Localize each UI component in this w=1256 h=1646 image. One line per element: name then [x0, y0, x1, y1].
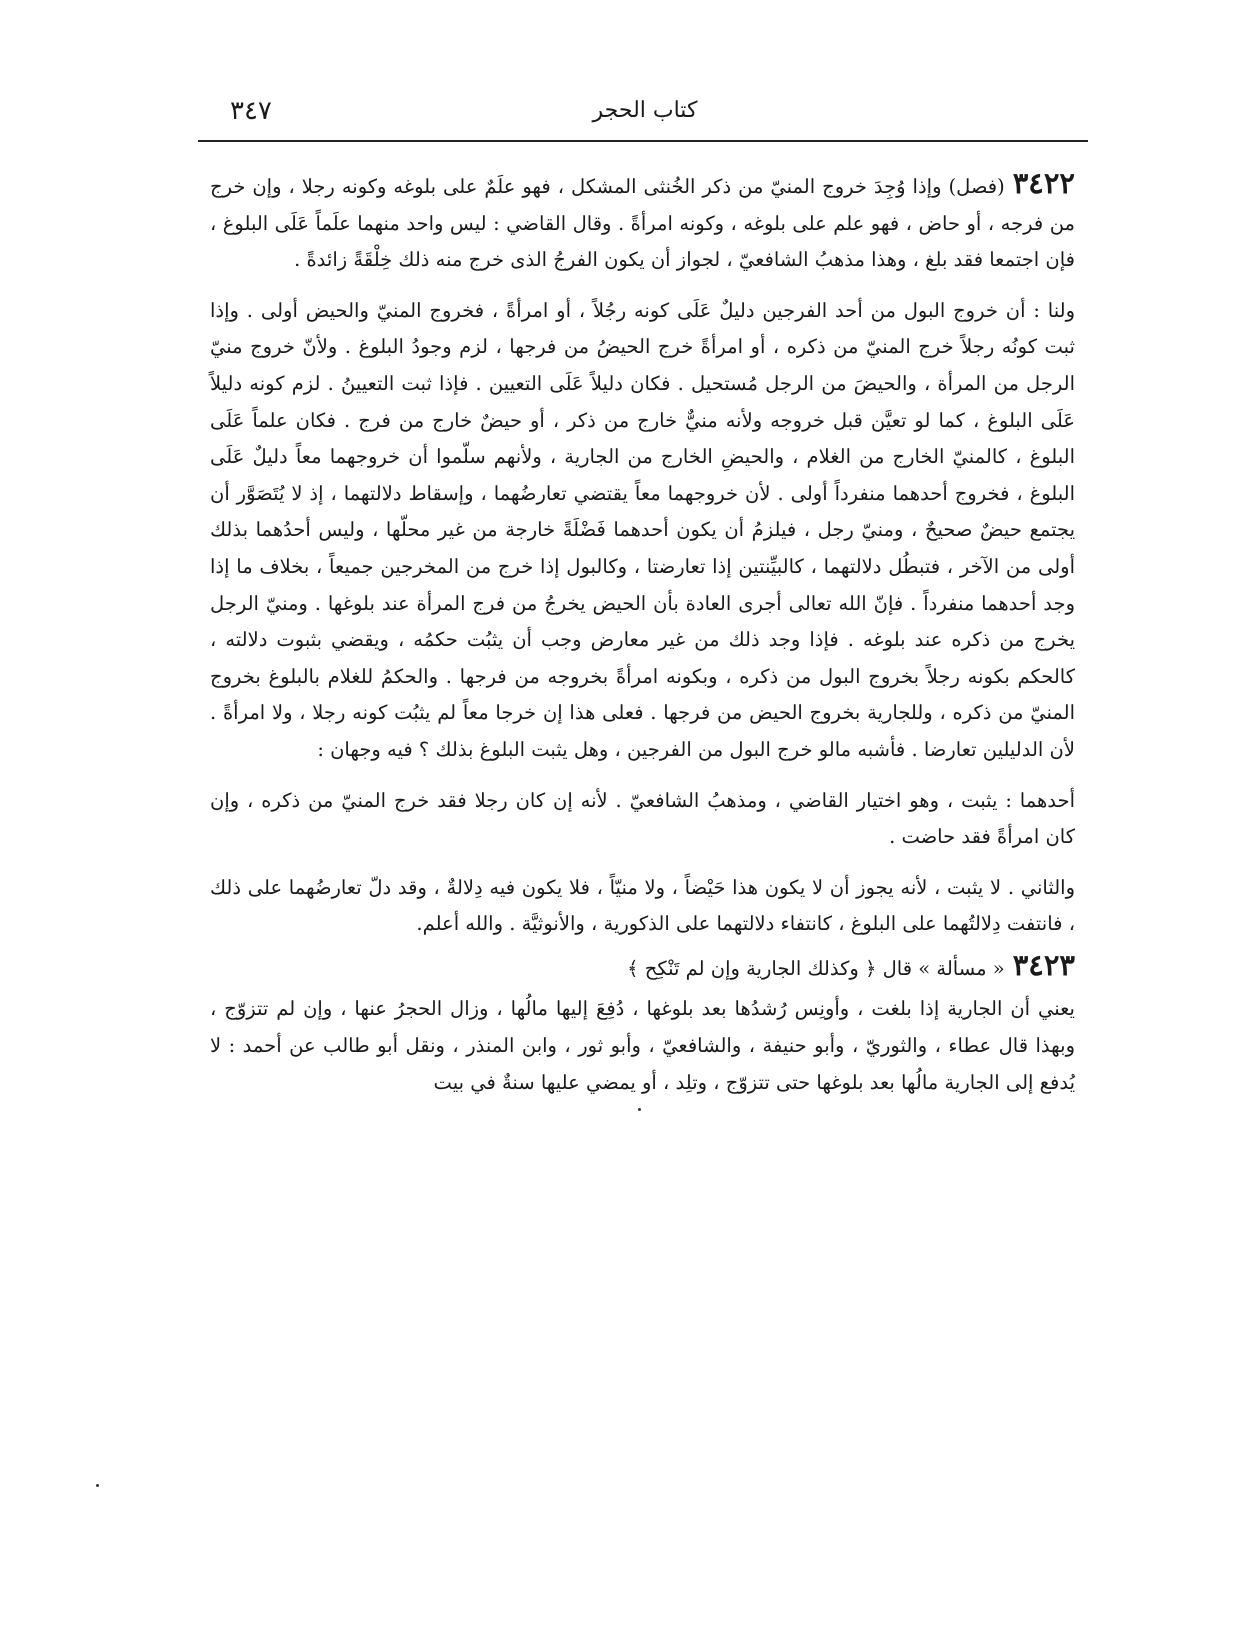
paragraph-number: ٣٤٢٢	[1012, 166, 1075, 200]
paragraph-argument	[210, 293, 1075, 769]
paragraph-text: يعني أن الجارية إذا بلغت ، وأونِس رُشدُها بعد بلوغها ، دُفِعَ إليها مالُها ، وزال الحجرُ عنها ، وإن لم تتزوّج ، وبهذا قال عطاء ، والثوريّ ، وأبو حنيفة ، والشافعيّ ، وأبو ثور ، وابن المنذر ، ونقل أبو طالب عن أحمد : لا يُدفع إلى الجارية مالُها بعد بلوغها حتى تتزوّج ، وتلِد ، أو يمضي عليها سنةٌ في بيت	[210, 997, 1075, 1094]
header-rule	[198, 140, 1088, 142]
main-text	[210, 165, 1075, 1115]
running-header	[200, 98, 1090, 138]
paragraph-commentary	[210, 991, 1075, 1101]
scan-speck	[96, 1484, 99, 1487]
paragraph-text: أحدهما : يثبت ، وهو اختيار القاضي ، ومذهبُ الشافعيّ . لأنه إن كان رجلا فقد خرج المنيّ من ذكره ، وإن كان امرأةً فقد حاضت .	[210, 788, 1075, 849]
paragraph-first-view	[210, 783, 1075, 856]
paragraph-second-view	[210, 870, 1075, 943]
paragraph-3423	[210, 947, 1075, 988]
paragraph-text: ولنا : أن خروج البول من أحد الفرجين دليلٌ عَلَى كونه رجُلاً ، أو امرأةً ، فخروج المنيّ والحيض أولى . وإذا ثبت كونُه رجلاً خرج المنيّ من ذكره ، أو امرأةً خرج الحيضُ من فرجها ، لزم وجودُ البلوغ . ولأنّ خروج منيّ الرجل من المرأة ، والحيضَ من الرجل مُستحيل . فكان دليلاً عَلَى التعيين . فإذا ثبت التعيينُ . لزم كونه دليلاً عَلَى البلوغ ، كما لو تعيَّن قبل خروجه ولأنه منيٌّ خارج من ذكر ، أو حيضٌ خارج من فرج . فكان علماً عَلَى البلوغ ، كالمنيّ الخارج من الغلام ، والحيضِ الخارج من الجارية ، ولأنهم سلّموا أن خروجهما معاً دليلٌ عَلَى البلوغ ، فخروج أحدهما منفرداً أولى . لأن خروجهما معاً يقتضي تعارضُهما ، وإسقاط دلالتهما ، إذ لا يُتَصَوَّر أن يجتمع حيضٌ صحيحٌ ، ومنيّ رجل ، فيلزمُ أن يكون أحدهما فَضْلَةً خارجة من غير محلّها ، وليس أحدُهما بذلك أولى من الآخر ، فتبطُل دلالتهما ، كالبيِّنتين إذا تعارضتا ، وكالبول إذا خرج من المخرجين جميعاً ، بخلاف ما إذا وجد أحدهما منفرداً . فإنّ الله تعالى أجرى العادة بأن الحيض يخرجُ من فرج المرأة عند بلوغها . ومنيّ الرجل يخرج من ذكره عند بلوغه . فإذا وجد ذلك من غير معارض وجب أن يثبُت حكمُه ، ويقضي بثبوت دلالته ، كالحكم بكونه رجلاً بخروج البول من ذكره ، وبكونه امرأةً بخروجه من فرجها . والحكمُ للغلام بالبلوغ بخروج المنيّ من ذكره ، وللجارية بخروج الحيض من فرجها . فعلى هذا إن خرجا معاً لم يثبُت كونه رجلا ، ولا امرأةً . لأن الدليلين تعارضا . فأشبه مالو خرج البول من الفرجين ، وهل يثبت البلوغ بذلك ؟ فيه وجهان :	[210, 298, 1075, 761]
paragraph-3422	[210, 165, 1075, 279]
chapter-title: كتاب الحجر	[592, 98, 698, 123]
paragraph-text: (فصل) وإذا وُجِدَ خروج المنيّ من ذكر الخُنثى المشكل ، فهو علَمٌ على بلوغه وكونه رجلا ، وإن خرج من فرجه ، أو حاض ، فهو علم على بلوغه ، وكونه امرأةً . وقال القاضي : ليس واحد منهما علَماً عَلَى البلوغ ، فإن اجتمعا فقد بلغ ، وهذا مذهبُ الشافعيّ ، لجواز أن يكون الفرجُ الذى خرج منه ذلك خِلْقَةً زائدةً .	[210, 175, 1075, 272]
paragraph-text: والثاني . لا يثبت ، لأنه يجوز أن لا يكون هذا حَيْضاً ، ولا منيّاً ، فلا يكون فيه دِلالةٌ ، وقد دلّ تعارضُهما على ذلك ، فانتفت دِلالتُهما على البلوغ ، كانتفاء دلالتهما على الذكورية ، والأنوثيَّة . والله أعلم.	[210, 875, 1075, 936]
page-number: ٣٤٧	[230, 96, 272, 126]
paragraph-number: ٣٤٢٣	[1012, 947, 1075, 982]
paragraph-text: « مسألة » قال ﴿ وكذلك الجارية وإن لم تَنْكِح ﴾	[627, 956, 1005, 980]
scan-speck	[638, 1108, 641, 1111]
